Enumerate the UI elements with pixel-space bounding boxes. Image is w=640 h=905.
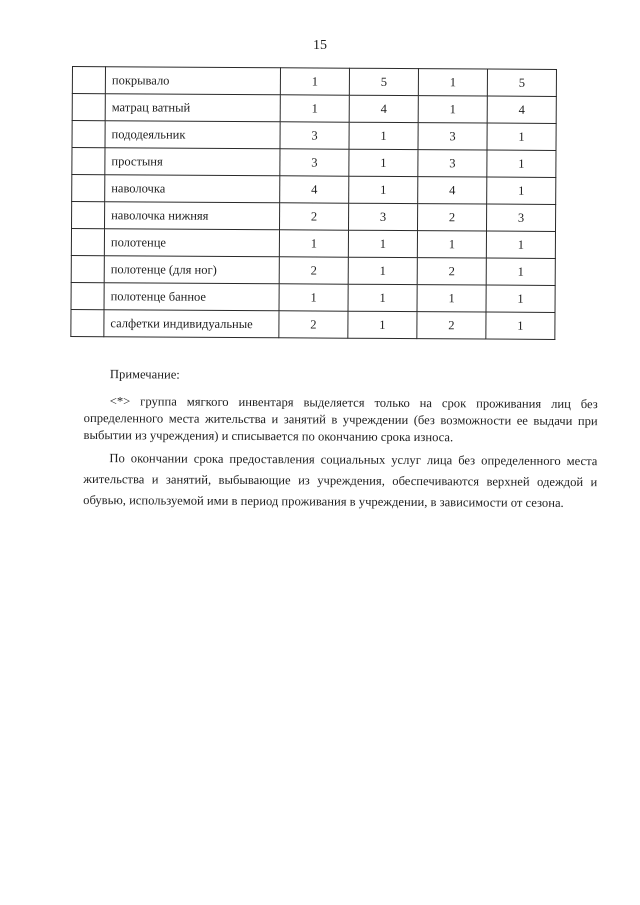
value-cell: 1	[417, 285, 486, 312]
value-cell: 2	[417, 258, 486, 285]
value-cell: 1	[418, 96, 487, 123]
item-name-cell: матрац ватный	[105, 94, 280, 122]
value-cell: 1	[279, 230, 348, 257]
value-cell: 1	[486, 258, 555, 285]
value-cell: 4	[487, 96, 556, 123]
value-cell: 1	[417, 231, 486, 258]
value-cell: 2	[279, 311, 348, 338]
value-cell: 1	[349, 122, 418, 149]
table-row	[71, 309, 555, 339]
table-row	[72, 202, 556, 232]
value-cell: 1	[486, 285, 555, 312]
value-cell: 3	[280, 149, 349, 176]
notes-section	[83, 366, 598, 517]
note-paragraph-inventory: <*> группа мягкого инвентаря выделяется только на срок проживания лиц без определенного места жительства и занятий в учреждении (без возможности ее выдачи при выбытии из учреждения) и списывается по окончанию срока износа.	[83, 394, 598, 445]
value-cell: 1	[348, 311, 417, 338]
row-number-cell	[72, 94, 105, 121]
item-name-cell: наволочка нижняя	[105, 202, 280, 230]
item-name-cell: пододеяльник	[105, 121, 280, 149]
item-name-cell: полотенце банное	[104, 283, 279, 311]
inventory-table	[70, 66, 557, 340]
row-number-cell	[71, 309, 104, 336]
value-cell: 1	[348, 230, 417, 257]
value-cell: 2	[417, 312, 486, 339]
row-number-cell	[72, 202, 105, 229]
row-number-cell	[71, 282, 104, 309]
value-cell: 1	[486, 231, 555, 258]
row-number-cell	[72, 148, 105, 175]
table-row	[71, 282, 555, 312]
value-cell: 1	[487, 123, 556, 150]
table-row	[71, 255, 555, 285]
item-name-cell: полотенце	[104, 229, 279, 257]
row-number-cell	[71, 229, 104, 256]
value-cell: 1	[348, 257, 417, 284]
value-cell: 3	[349, 203, 418, 230]
value-cell: 1	[487, 177, 556, 204]
value-cell: 1	[486, 312, 555, 339]
value-cell: 3	[280, 122, 349, 149]
value-cell: 1	[487, 150, 556, 177]
item-name-cell: простыня	[105, 148, 280, 176]
page-number: 15	[313, 38, 327, 53]
value-cell: 2	[280, 203, 349, 230]
value-cell: 4	[349, 95, 418, 122]
value-cell: 1	[348, 284, 417, 311]
value-cell: 3	[418, 123, 487, 150]
item-name-cell: покрывало	[105, 67, 280, 95]
table-row	[72, 148, 556, 178]
value-cell: 1	[280, 95, 349, 122]
value-cell: 1	[349, 149, 418, 176]
table-row	[72, 94, 556, 124]
item-name-cell: салфетки индивидуальные	[104, 310, 279, 338]
table-row	[72, 175, 556, 205]
table-row	[71, 229, 555, 259]
value-cell: 1	[279, 284, 348, 311]
row-number-cell	[72, 175, 105, 202]
value-cell: 3	[486, 204, 555, 231]
row-number-cell	[72, 121, 105, 148]
value-cell: 1	[349, 176, 418, 203]
row-number-cell	[71, 255, 104, 282]
value-cell: 2	[279, 257, 348, 284]
row-number-cell	[72, 67, 105, 94]
value-cell: 1	[280, 68, 349, 95]
value-cell: 3	[418, 150, 487, 177]
value-cell: 2	[418, 204, 487, 231]
value-cell: 4	[418, 177, 487, 204]
table-row	[72, 121, 556, 151]
value-cell: 5	[487, 69, 556, 96]
value-cell: 4	[280, 176, 349, 203]
notes-heading: Примечание:	[109, 367, 180, 382]
item-name-cell: наволочка	[105, 175, 280, 203]
note-paragraph-clothing: По окончании срока предоставления социальных услуг лица без определенного места жительства и занятий, выбывающие из учреждения, обеспечиваются верхней одеждой и обувью, используемой ими в период проживания в учреждении, в зависимости от сезона.	[83, 451, 598, 510]
item-name-cell: полотенце (для ног)	[104, 256, 279, 284]
value-cell: 1	[418, 69, 487, 96]
value-cell: 5	[349, 68, 418, 95]
table-row	[72, 67, 556, 97]
